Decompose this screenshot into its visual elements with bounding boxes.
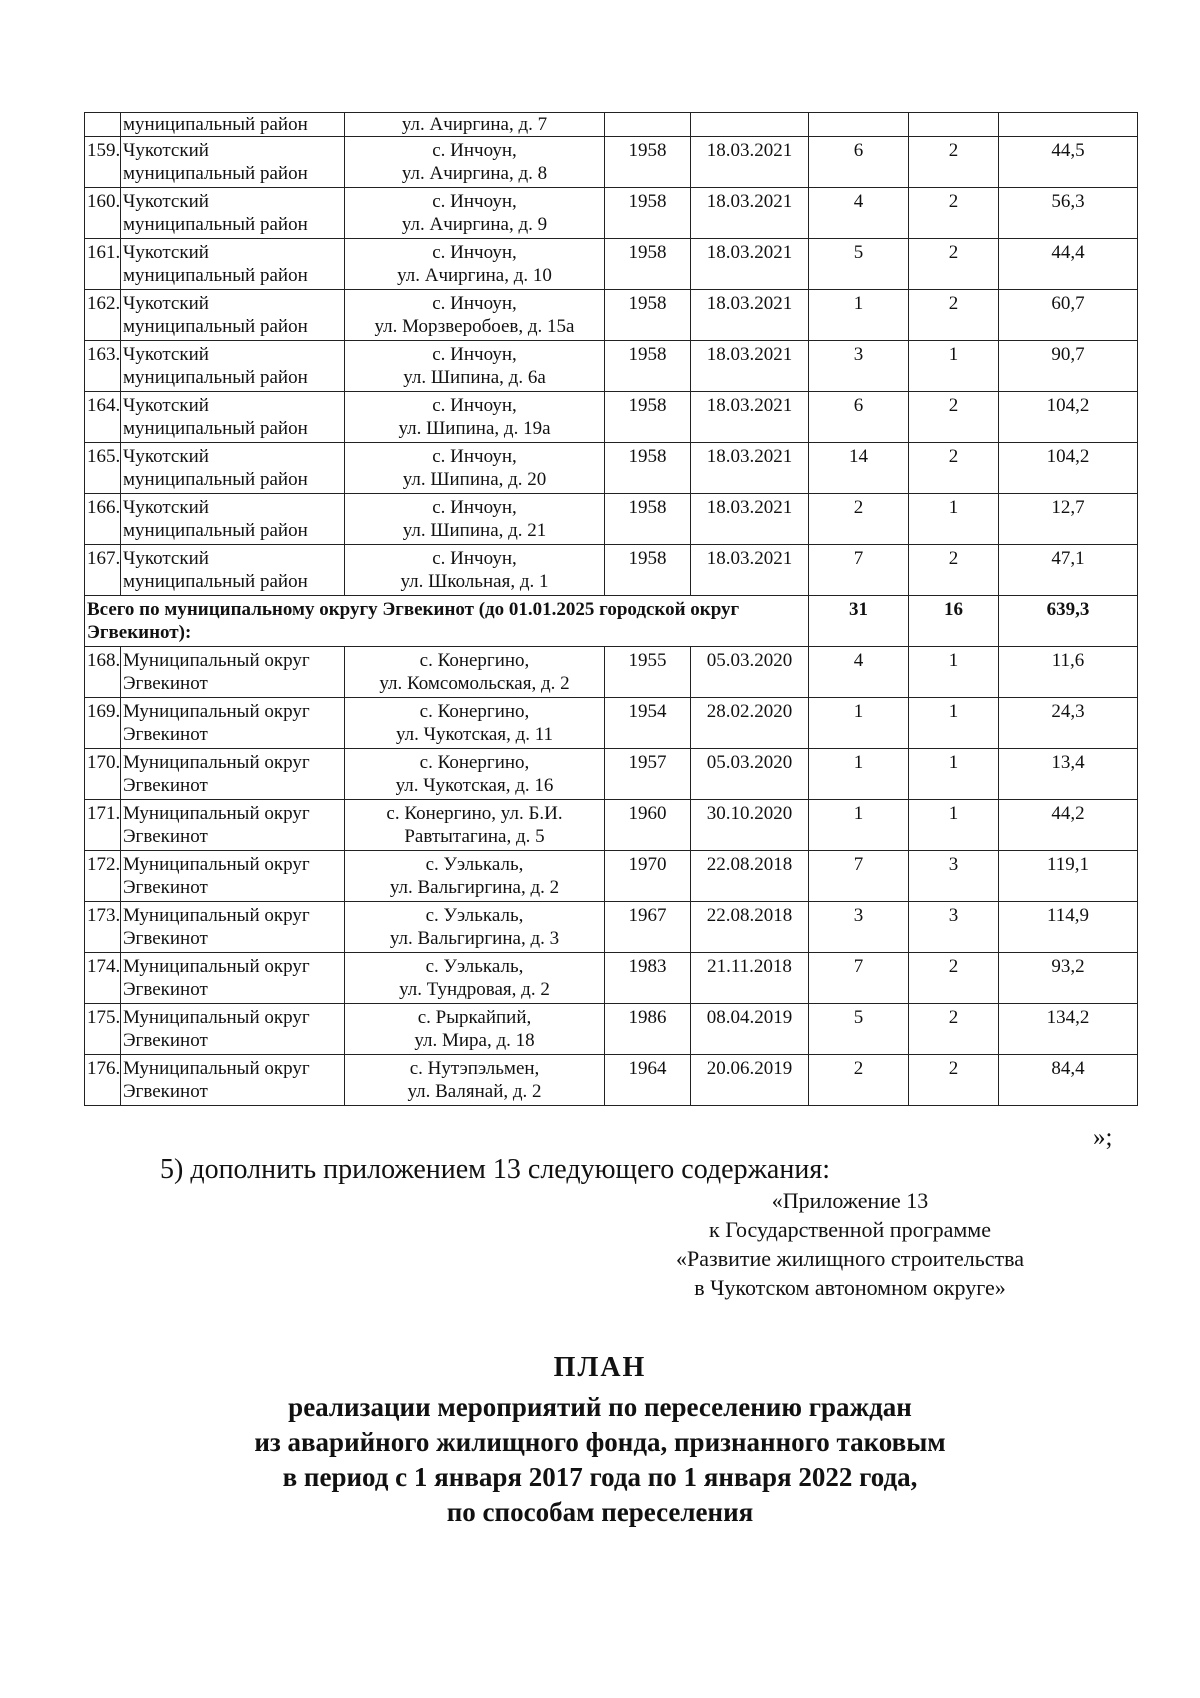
people-count-cell: 6 xyxy=(809,137,909,188)
row-number-cell: 165. xyxy=(85,443,121,494)
table-row xyxy=(85,545,1138,596)
municipality-cell xyxy=(121,188,345,239)
address-line: с. Инчоун, xyxy=(432,140,517,161)
area-cell: 104,2 xyxy=(999,392,1138,443)
people-count-cell: 14 xyxy=(809,443,909,494)
address-cell: ул. Ачиргина, д. 7 xyxy=(345,113,605,137)
municipality-line: муниципальный район xyxy=(123,214,308,235)
address-cell xyxy=(345,1004,605,1055)
total-area-cell: 639,3 xyxy=(999,596,1138,647)
people-count-cell: 7 xyxy=(809,545,909,596)
municipality-line: Муниципальный округ xyxy=(123,701,310,722)
municipality-line: муниципальный район xyxy=(123,265,308,286)
people-count-cell: 2 xyxy=(809,494,909,545)
date-cell: 05.03.2020 xyxy=(691,749,809,800)
year-cell: 1958 xyxy=(605,545,691,596)
area-cell: 13,4 xyxy=(999,749,1138,800)
row-number-cell: 160. xyxy=(85,188,121,239)
year-cell: 1954 xyxy=(605,698,691,749)
municipality-cell xyxy=(121,494,345,545)
area-cell: 104,2 xyxy=(999,443,1138,494)
municipality-line: Чукотский xyxy=(123,344,209,365)
address-line: ул. Чукотская, д. 11 xyxy=(395,724,554,745)
address-line: ул. Шипина, д. 20 xyxy=(402,469,547,490)
date-cell: 18.03.2021 xyxy=(691,341,809,392)
table-row xyxy=(85,698,1138,749)
municipality-cell xyxy=(121,851,345,902)
date-cell: 05.03.2020 xyxy=(691,647,809,698)
municipality-line: Эгвекинот xyxy=(123,877,208,898)
plan-subtitle-line: в период с 1 января 2017 года по 1 января 2022 года, xyxy=(282,1462,918,1492)
row-number-cell: 171. xyxy=(85,800,121,851)
flats-count-cell: 2 xyxy=(909,290,999,341)
address-line: ул. Вальгиргина, д. 2 xyxy=(389,877,560,898)
municipality-line: Чукотский xyxy=(123,395,209,416)
area-cell: 44,2 xyxy=(999,800,1138,851)
date-cell: 18.03.2021 xyxy=(691,239,809,290)
people-count-cell: 1 xyxy=(809,290,909,341)
flats-count-cell: 2 xyxy=(909,953,999,1004)
date-cell: 21.11.2018 xyxy=(691,953,809,1004)
row-number-cell: 175. xyxy=(85,1004,121,1055)
municipality-line: Чукотский xyxy=(123,446,209,467)
flats-count-cell: 2 xyxy=(909,188,999,239)
municipality-line: Эгвекинот xyxy=(123,928,208,949)
date-cell: 18.03.2021 xyxy=(691,137,809,188)
address-line: с. Инчоун, xyxy=(432,242,517,263)
year-cell: 1958 xyxy=(605,392,691,443)
area-cell: 84,4 xyxy=(999,1055,1138,1106)
address-cell xyxy=(345,341,605,392)
year-cell: 1958 xyxy=(605,137,691,188)
table-row xyxy=(85,137,1138,188)
municipality-line: Муниципальный округ xyxy=(123,752,310,773)
area-cell: 134,2 xyxy=(999,1004,1138,1055)
address-line: ул. Комсомольская, д. 2 xyxy=(379,673,570,694)
municipality-cell xyxy=(121,341,345,392)
municipality-cell xyxy=(121,443,345,494)
flats-count-cell: 3 xyxy=(909,851,999,902)
municipality-line: Муниципальный округ xyxy=(123,854,310,875)
year-cell: 1958 xyxy=(605,239,691,290)
municipality-line: муниципальный район xyxy=(123,469,308,490)
municipality-line: Муниципальный округ xyxy=(123,1007,310,1028)
address-cell xyxy=(345,851,605,902)
date-cell: 28.02.2020 xyxy=(691,698,809,749)
address-line: ул. Вальгиргина, д. 3 xyxy=(389,928,560,949)
address-line: с. Рыркайпий, xyxy=(417,1007,532,1028)
year-cell: 1986 xyxy=(605,1004,691,1055)
address-cell xyxy=(345,953,605,1004)
people-count-cell: 3 xyxy=(809,902,909,953)
municipality-cell xyxy=(121,800,345,851)
people-count-cell: 1 xyxy=(809,698,909,749)
flats-count-cell: 2 xyxy=(909,1055,999,1106)
people-count-cell: 5 xyxy=(809,1004,909,1055)
table-row xyxy=(85,113,1138,137)
people-count-cell: 6 xyxy=(809,392,909,443)
area-cell: 90,7 xyxy=(999,341,1138,392)
people-count-cell: 4 xyxy=(809,647,909,698)
flats-count-cell: 2 xyxy=(909,545,999,596)
table-row xyxy=(85,341,1138,392)
address-cell xyxy=(345,239,605,290)
table-row xyxy=(85,1055,1138,1106)
address-cell xyxy=(345,902,605,953)
appendix-line: «Развитие жилищного строительства xyxy=(676,1246,1024,1271)
area-cell: 119,1 xyxy=(999,851,1138,902)
people-count-cell: 7 xyxy=(809,851,909,902)
address-line: с. Конергино, xyxy=(419,701,530,722)
area-cell: 60,7 xyxy=(999,290,1138,341)
address-line: с. Инчоун, xyxy=(432,191,517,212)
flats-count-cell: 1 xyxy=(909,647,999,698)
municipality-line: муниципальный район xyxy=(123,520,308,541)
table-row xyxy=(85,800,1138,851)
area-cell: 12,7 xyxy=(999,494,1138,545)
row-number-cell: 168. xyxy=(85,647,121,698)
row-number-cell: 167. xyxy=(85,545,121,596)
address-line: ул. Чукотская, д. 16 xyxy=(395,775,554,796)
address-line: ул. Мира, д. 18 xyxy=(414,1030,535,1051)
municipality-cell xyxy=(121,902,345,953)
municipality-cell xyxy=(121,239,345,290)
housing-table xyxy=(84,112,1138,1106)
table-row xyxy=(85,188,1138,239)
appendix-header xyxy=(640,1186,1060,1302)
flats-count-cell: 2 xyxy=(909,443,999,494)
area-cell: 44,4 xyxy=(999,239,1138,290)
total-row xyxy=(85,596,1138,647)
amendment-item-5: 5) дополнить приложением 13 следующего содержания: xyxy=(160,1154,830,1185)
municipality-line: муниципальный район xyxy=(123,571,308,592)
address-line: с. Нутэпэльмен, xyxy=(409,1058,540,1079)
address-cell xyxy=(345,392,605,443)
address-line: с. Инчоун, xyxy=(432,293,517,314)
address-cell xyxy=(345,698,605,749)
address-line: ул. Ачиргина, д. 10 xyxy=(397,265,552,286)
municipality-cell xyxy=(121,392,345,443)
area-cell: 44,5 xyxy=(999,137,1138,188)
address-cell xyxy=(345,137,605,188)
address-line: с. Инчоун, xyxy=(432,497,517,518)
flats-count-cell: 2 xyxy=(909,392,999,443)
address-line: ул. Тундровая, д. 2 xyxy=(399,979,550,1000)
date-cell: 18.03.2021 xyxy=(691,188,809,239)
year-cell: 1958 xyxy=(605,290,691,341)
row-number-cell: 174. xyxy=(85,953,121,1004)
address-cell xyxy=(345,749,605,800)
year-cell: 1958 xyxy=(605,188,691,239)
date-cell: 18.03.2021 xyxy=(691,290,809,341)
total-flats-cell: 16 xyxy=(909,596,999,647)
municipality-cell xyxy=(121,647,345,698)
municipality-line: Эгвекинот xyxy=(123,775,208,796)
table-row xyxy=(85,290,1138,341)
row-number-cell: 170. xyxy=(85,749,121,800)
address-line: с. Конергино, ул. Б.И. xyxy=(386,803,563,824)
people-count-cell: 4 xyxy=(809,188,909,239)
plan-subtitle-line: из аварийного жилищного фонда, признанного таковым xyxy=(254,1427,946,1457)
address-line: ул. Шипина, д. 21 xyxy=(402,520,547,541)
year-cell: 1960 xyxy=(605,800,691,851)
municipality-line: Чукотский xyxy=(123,191,209,212)
area-cell: 11,6 xyxy=(999,647,1138,698)
municipality-cell xyxy=(121,137,345,188)
municipality-line: Муниципальный округ xyxy=(123,1058,310,1079)
municipality-line: муниципальный район xyxy=(123,367,308,388)
row-number-cell: 163. xyxy=(85,341,121,392)
closing-quote-mark: »; xyxy=(1093,1124,1113,1151)
area-cell: 93,2 xyxy=(999,953,1138,1004)
table-row xyxy=(85,1004,1138,1055)
address-cell xyxy=(345,188,605,239)
address-line: ул. Ачиргина, д. 9 xyxy=(401,214,548,235)
table-row xyxy=(85,443,1138,494)
area-cell: 47,1 xyxy=(999,545,1138,596)
municipality-cell xyxy=(121,749,345,800)
people-count-cell: 7 xyxy=(809,953,909,1004)
area-cell: 24,3 xyxy=(999,698,1138,749)
year-cell: 1957 xyxy=(605,749,691,800)
municipality-cell xyxy=(121,290,345,341)
address-line: с. Инчоун, xyxy=(432,395,517,416)
year-cell: 1958 xyxy=(605,341,691,392)
table-row xyxy=(85,902,1138,953)
municipality-cell xyxy=(121,545,345,596)
table-row xyxy=(85,494,1138,545)
municipality-line: Муниципальный округ xyxy=(123,905,310,926)
people-count-cell: 3 xyxy=(809,341,909,392)
row-number-cell: 161. xyxy=(85,239,121,290)
municipality-line: муниципальный район xyxy=(123,316,308,337)
table-row xyxy=(85,239,1138,290)
flats-count-cell: 1 xyxy=(909,800,999,851)
municipality-cell xyxy=(121,1055,345,1106)
address-cell xyxy=(345,443,605,494)
table-row xyxy=(85,647,1138,698)
appendix-line: к Государственной программе xyxy=(709,1217,991,1242)
appendix-line: в Чукотском автономном округе» xyxy=(694,1275,1006,1300)
municipality-cell xyxy=(121,1004,345,1055)
date-cell: 18.03.2021 xyxy=(691,392,809,443)
address-line: ул. Шипина, д. 6а xyxy=(403,367,546,388)
table-row xyxy=(85,392,1138,443)
address-line: ул. Школьная, д. 1 xyxy=(400,571,549,592)
flats-count-cell: 3 xyxy=(909,902,999,953)
people-count-cell: 5 xyxy=(809,239,909,290)
date-cell: 18.03.2021 xyxy=(691,545,809,596)
address-line: с. Уэлькаль, xyxy=(425,905,524,926)
flats-count-cell: 1 xyxy=(909,341,999,392)
municipality-line: Эгвекинот xyxy=(123,826,208,847)
municipality-line: Чукотский xyxy=(123,497,209,518)
year-cell: 1967 xyxy=(605,902,691,953)
flats-count-cell: 2 xyxy=(909,137,999,188)
row-number-cell: 176. xyxy=(85,1055,121,1106)
municipality-cell xyxy=(121,698,345,749)
date-cell: 30.10.2020 xyxy=(691,800,809,851)
address-cell xyxy=(345,647,605,698)
address-line: с. Уэлькаль, xyxy=(425,956,524,977)
year-cell: 1983 xyxy=(605,953,691,1004)
housing-table-container xyxy=(84,112,1137,1106)
total-people-cell: 31 xyxy=(809,596,909,647)
row-number-cell: 164. xyxy=(85,392,121,443)
address-cell xyxy=(345,494,605,545)
address-line: с. Конергино, xyxy=(419,752,530,773)
flats-count-cell: 2 xyxy=(909,1004,999,1055)
plan-title: ПЛАН xyxy=(553,1352,647,1383)
plan-subtitle-line: по способам переселения xyxy=(446,1497,754,1527)
address-line: с. Инчоун, xyxy=(432,548,517,569)
date-cell: 18.03.2021 xyxy=(691,494,809,545)
flats-count-cell: 1 xyxy=(909,494,999,545)
municipality-cell xyxy=(121,953,345,1004)
year-cell: 1958 xyxy=(605,494,691,545)
address-line: с. Инчоун, xyxy=(432,446,517,467)
municipality-line: Эгвекинот xyxy=(123,724,208,745)
address-cell xyxy=(345,1055,605,1106)
date-cell: 22.08.2018 xyxy=(691,902,809,953)
municipality-line: Муниципальный округ xyxy=(123,650,310,671)
year-cell: 1964 xyxy=(605,1055,691,1106)
plan-heading xyxy=(0,1350,1200,1530)
address-cell xyxy=(345,290,605,341)
people-count-cell: 2 xyxy=(809,1055,909,1106)
people-count-cell: 1 xyxy=(809,800,909,851)
appendix-line: «Приложение 13 xyxy=(771,1188,929,1213)
table-row xyxy=(85,749,1138,800)
date-cell: 22.08.2018 xyxy=(691,851,809,902)
municipality-line: Чукотский xyxy=(123,548,209,569)
address-cell xyxy=(345,800,605,851)
municipality-line: Эгвекинот xyxy=(123,1030,208,1051)
table-row xyxy=(85,851,1138,902)
municipality-line: муниципальный район xyxy=(123,418,308,439)
year-cell: 1958 xyxy=(605,443,691,494)
date-cell: 20.06.2019 xyxy=(691,1055,809,1106)
row-number-cell: 173. xyxy=(85,902,121,953)
flats-count-cell: 1 xyxy=(909,698,999,749)
date-cell: 18.03.2021 xyxy=(691,443,809,494)
table-row xyxy=(85,953,1138,1004)
address-line: ул. Ачиргина, д. 8 xyxy=(401,163,548,184)
municipality-line: Эгвекинот xyxy=(123,673,208,694)
flats-count-cell: 2 xyxy=(909,239,999,290)
address-line: ул. Морзверобоев, д. 15а xyxy=(374,316,575,337)
row-number-cell: 172. xyxy=(85,851,121,902)
municipality-line: Чукотский xyxy=(123,140,209,161)
municipality-line: Чукотский xyxy=(123,293,209,314)
row-number-cell xyxy=(85,113,121,137)
year-cell: 1970 xyxy=(605,851,691,902)
municipality-cell: муниципальный район xyxy=(121,113,345,137)
municipality-line: Эгвекинот xyxy=(123,979,208,1000)
address-line: ул. Шипина, д. 19а xyxy=(398,418,551,439)
flats-count-cell: 1 xyxy=(909,749,999,800)
municipality-line: муниципальный район xyxy=(123,163,308,184)
year-cell: 1955 xyxy=(605,647,691,698)
address-line: Равтытагина, д. 5 xyxy=(404,826,545,847)
municipality-line: Эгвекинот xyxy=(123,1081,208,1102)
address-line: с. Конергино, xyxy=(419,650,530,671)
total-label-cell: Всего по муниципальному округу Эгвекинот (до 01.01.2025 городской округ Эгвекинот): xyxy=(85,596,809,647)
row-number-cell: 166. xyxy=(85,494,121,545)
people-count-cell: 1 xyxy=(809,749,909,800)
row-number-cell: 162. xyxy=(85,290,121,341)
address-line: с. Инчоун, xyxy=(432,344,517,365)
address-line: с. Уэлькаль, xyxy=(425,854,524,875)
municipality-line: Муниципальный округ xyxy=(123,956,310,977)
municipality-line: Муниципальный округ xyxy=(123,803,310,824)
row-number-cell: 169. xyxy=(85,698,121,749)
municipality-line: Чукотский xyxy=(123,242,209,263)
address-cell xyxy=(345,545,605,596)
area-cell: 114,9 xyxy=(999,902,1138,953)
plan-subtitle-line: реализации мероприятий по переселению граждан xyxy=(288,1392,912,1422)
row-number-cell: 159. xyxy=(85,137,121,188)
area-cell: 56,3 xyxy=(999,188,1138,239)
address-line: ул. Валянай, д. 2 xyxy=(407,1081,542,1102)
date-cell: 08.04.2019 xyxy=(691,1004,809,1055)
